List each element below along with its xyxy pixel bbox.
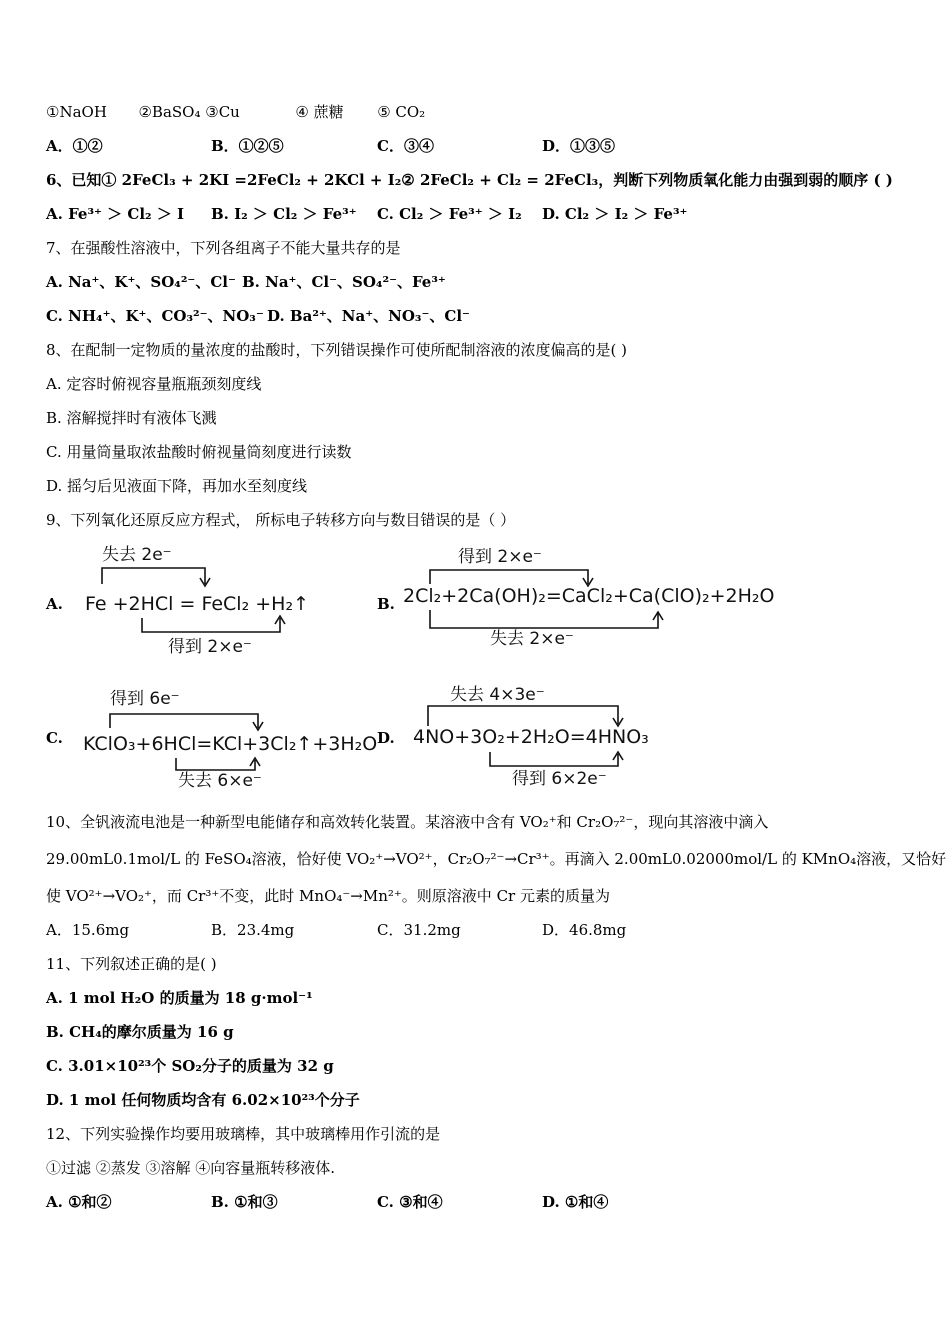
q10-option-d: D．46.8mg <box>542 921 627 939</box>
q5-item: ⑤ CO₂ <box>377 103 426 121</box>
q7-option-d: D. Ba²⁺、Na⁺、NO₃⁻、Cl⁻ <box>267 307 470 325</box>
q9-diagram-a <box>80 540 320 660</box>
q9-c-top-label: 得到 6e⁻ <box>110 689 180 709</box>
q9-c-top-arrow <box>110 714 258 728</box>
q12-items: ①过滤 ②蒸发 ③溶解 ④向容量瓶转移液体. <box>46 1159 336 1177</box>
q11-option-a: A. 1 mol H₂O 的质量为 18 g·mol⁻¹ <box>46 989 313 1007</box>
q5-option-b: B．①②⑤ <box>211 137 284 155</box>
q5-option-a: A．①② <box>46 137 103 155</box>
q9-b-bottom-arrow <box>430 610 658 628</box>
q9-d-bottom-label: 得到 6×2e⁻ <box>512 769 607 789</box>
q5-item: ②BaSO₄ <box>138 103 201 121</box>
q9-a-top-label: 失去 2e⁻ <box>102 545 172 565</box>
q7-option-a: A. Na⁺、K⁺、SO₄²⁻、Cl⁻ <box>46 273 236 291</box>
q10-line-3: 使 VO²⁺→VO₂⁺，而 Cr³⁺不变，此时 MnO₄⁻→Mn²⁺。则原溶液中 Cr 元素的质量为 <box>46 887 610 905</box>
q9-option-a-label: A. <box>46 595 63 613</box>
q12-option-a: A. ①和② <box>46 1193 112 1211</box>
q6-option-d: D. Cl₂ ＞ I₂ ＞ Fe³⁺ <box>542 205 688 223</box>
q9-option-d-label: D. <box>377 729 395 747</box>
q8-stem: 8、在配制一定物质的量浓度的盐酸时，下列错误操作可使所配制溶液的浓度偏高的是( ) <box>46 341 628 359</box>
q10-option-c: C．31.2mg <box>377 921 461 939</box>
q9-a-bottom-arrow <box>142 618 280 632</box>
q5-items <box>46 102 425 122</box>
q5-item: ③Cu <box>205 103 240 121</box>
q9-option-c-label: C. <box>46 729 63 747</box>
q12-option-c: C. ③和④ <box>377 1193 443 1211</box>
q9-b-bottom-label: 失去 2×e⁻ <box>490 629 574 649</box>
q6-option-a: A. Fe³⁺ ＞ Cl₂ ＞ I <box>46 205 185 223</box>
q9-stem: 9、下列氧化还原反应方程式， 所标电子转移方向与数目错误的是（ ） <box>46 511 516 529</box>
q11-option-b: B. CH₄的摩尔质量为 16 g <box>46 1023 234 1041</box>
q10-line-1: 10、全钒液流电池是一种新型电能储存和高效转化装置。某溶液中含有 VO₂⁺和 Cr₂O₇²⁻，现向其溶液中滴入 <box>46 813 769 831</box>
q11-stem: 11、下列叙述正确的是( ) <box>46 955 217 973</box>
q9-a-equation: Fe +2HCl = FeCl₂ +H₂↑ <box>85 593 309 615</box>
q12-stem: 12、下列实验操作均要用玻璃棒，其中玻璃棒用作引流的是 <box>46 1125 441 1143</box>
q9-a-top-arrow <box>102 568 205 584</box>
q12-option-b: B. ①和③ <box>211 1193 278 1211</box>
q5-option-d: D．①③⑤ <box>542 137 616 155</box>
q8-option-a: A. 定容时俯视容量瓶瓶颈刻度线 <box>46 375 262 393</box>
q9-b-top-arrow <box>430 570 588 584</box>
q7-stem: 7、在强酸性溶液中，下列各组离子不能大量共存的是 <box>46 239 401 257</box>
q9-option-b-label: B. <box>377 595 395 613</box>
q11-option-c: C. 3.01×10²³个 SO₂分子的质量为 32 g <box>46 1057 334 1075</box>
q6-option-b: B. I₂ ＞ Cl₂ ＞ Fe³⁺ <box>211 205 357 223</box>
q6-option-c: C. Cl₂ ＞ Fe³⁺ ＞ I₂ <box>377 205 522 223</box>
q9-c-bottom-label: 失去 6×e⁻ <box>178 771 262 791</box>
q9-c-equation: KClO₃+6HCl=KCl+3Cl₂↑+3H₂O <box>83 733 378 755</box>
q12-option-d: D. ①和④ <box>542 1193 609 1211</box>
q7-option-c: C. NH₄⁺、K⁺、CO₃²⁻、NO₃⁻ <box>46 307 264 325</box>
q5-option-c: C．③④ <box>377 137 434 155</box>
q9-d-top-arrow <box>428 706 618 726</box>
q9-diagram-d <box>410 680 690 795</box>
q9-diagram-b <box>400 540 780 660</box>
q10-option-b: B．23.4mg <box>211 921 295 939</box>
q8-option-c: C. 用量筒量取浓盐酸时俯视量筒刻度进行读数 <box>46 443 352 461</box>
q9-c-bottom-arrow <box>176 758 255 770</box>
q9-d-top-label: 失去 4×3e⁻ <box>450 685 545 705</box>
q10-option-a: A．15.6mg <box>46 921 130 939</box>
q9-b-top-label: 得到 2×e⁻ <box>458 547 542 567</box>
q5-item: ④ 蔗糖 <box>295 103 344 121</box>
q5-item: ①NaOH <box>46 103 107 121</box>
q8-option-b: B. 溶解搅拌时有液体飞溅 <box>46 409 217 427</box>
q6-stem: 6、已知① 2FeCl₃ + 2KI =2FeCl₂ + 2KCl + I₂② 2FeCl₂ + Cl₂ = 2FeCl₃，判断下列物质氧化能力由强到弱的顺序 ( ) <box>46 171 893 189</box>
q8-option-d: D. 摇匀后见液面下降，再加水至刻度线 <box>46 477 308 495</box>
q9-d-equation: 4NO+3O₂+2H₂O=4HNO₃ <box>413 726 649 748</box>
q9-a-bottom-label: 得到 2×e⁻ <box>168 637 252 657</box>
q10-line-2: 29.00mL0.1mol/L 的 FeSO₄溶液，恰好使 VO₂⁺→VO²⁺，Cr₂O₇²⁻→Cr³⁺。再滴入 2.00mL0.02000mol/L 的 KMnO₄溶液，又恰好 <box>46 850 947 868</box>
q7-option-b: B. Na⁺、Cl⁻、SO₄²⁻、Fe³⁺ <box>242 273 446 291</box>
q11-option-d: D. 1 mol 任何物质均含有 6.02×10²³个分子 <box>46 1091 360 1109</box>
q9-diagram-c <box>80 682 380 792</box>
q9-d-bottom-arrow <box>490 752 618 766</box>
q9-b-equation: 2Cl₂+2Ca(OH)₂=CaCl₂+Ca(ClO)₂+2H₂O <box>403 585 775 607</box>
